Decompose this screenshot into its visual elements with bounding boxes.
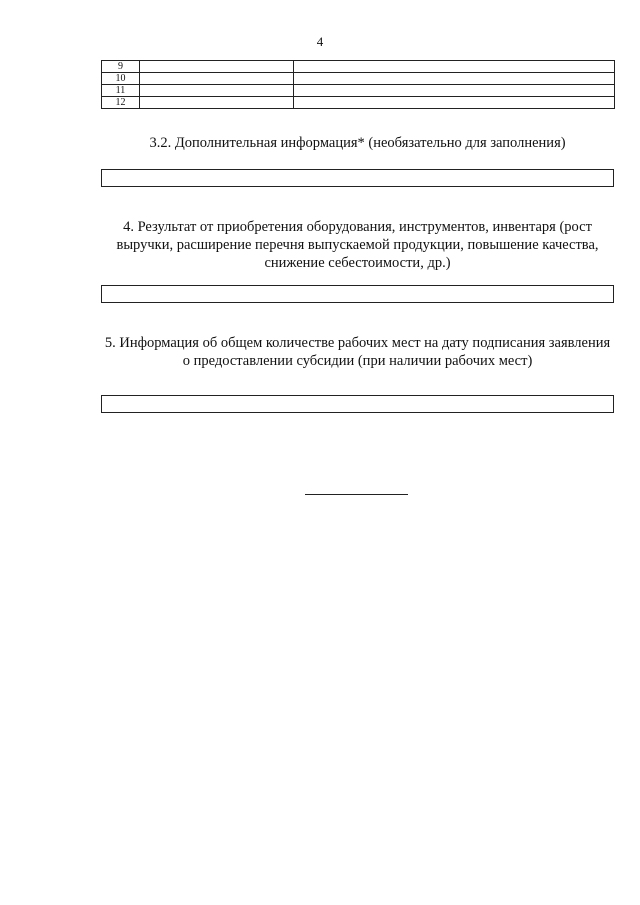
result-field[interactable] (101, 285, 614, 303)
table-row (102, 61, 615, 73)
row-number-cell: 9 (102, 61, 140, 73)
table-cell[interactable] (294, 73, 615, 85)
table-cell[interactable] (140, 73, 294, 85)
table-cell[interactable] (294, 97, 615, 109)
row-number-cell: 11 (102, 85, 140, 97)
additional-info-field[interactable] (101, 169, 614, 187)
table-row (102, 85, 615, 97)
jobs-info-field[interactable] (101, 395, 614, 413)
table-cell[interactable] (140, 85, 294, 97)
table-cell[interactable] (294, 85, 615, 97)
jobs-info-heading: 5. Информация об общем количестве рабочих мест на дату подписания заявления о предоставлении субсидии (при наличии рабочих мест) (104, 335, 611, 369)
table-cell[interactable] (140, 61, 294, 73)
table-row (102, 97, 615, 109)
equipment-table (101, 60, 615, 109)
table-cell[interactable] (294, 61, 615, 73)
row-number-cell: 10 (102, 73, 140, 85)
end-divider (305, 494, 408, 495)
row-number-cell: 12 (102, 97, 140, 109)
table-row (102, 73, 615, 85)
table-cell[interactable] (140, 97, 294, 109)
page-number: 4 (316, 34, 324, 49)
additional-info-heading: 3.2. Дополнительная информация* (необязательно для заполнения) (149, 135, 566, 151)
result-heading: 4. Результат от приобретения оборудования, инструментов, инвентаря (рост выручки, расширение перечня выпускаемой продукции, повышение качества, снижение себестоимости, др.) (116, 219, 599, 271)
